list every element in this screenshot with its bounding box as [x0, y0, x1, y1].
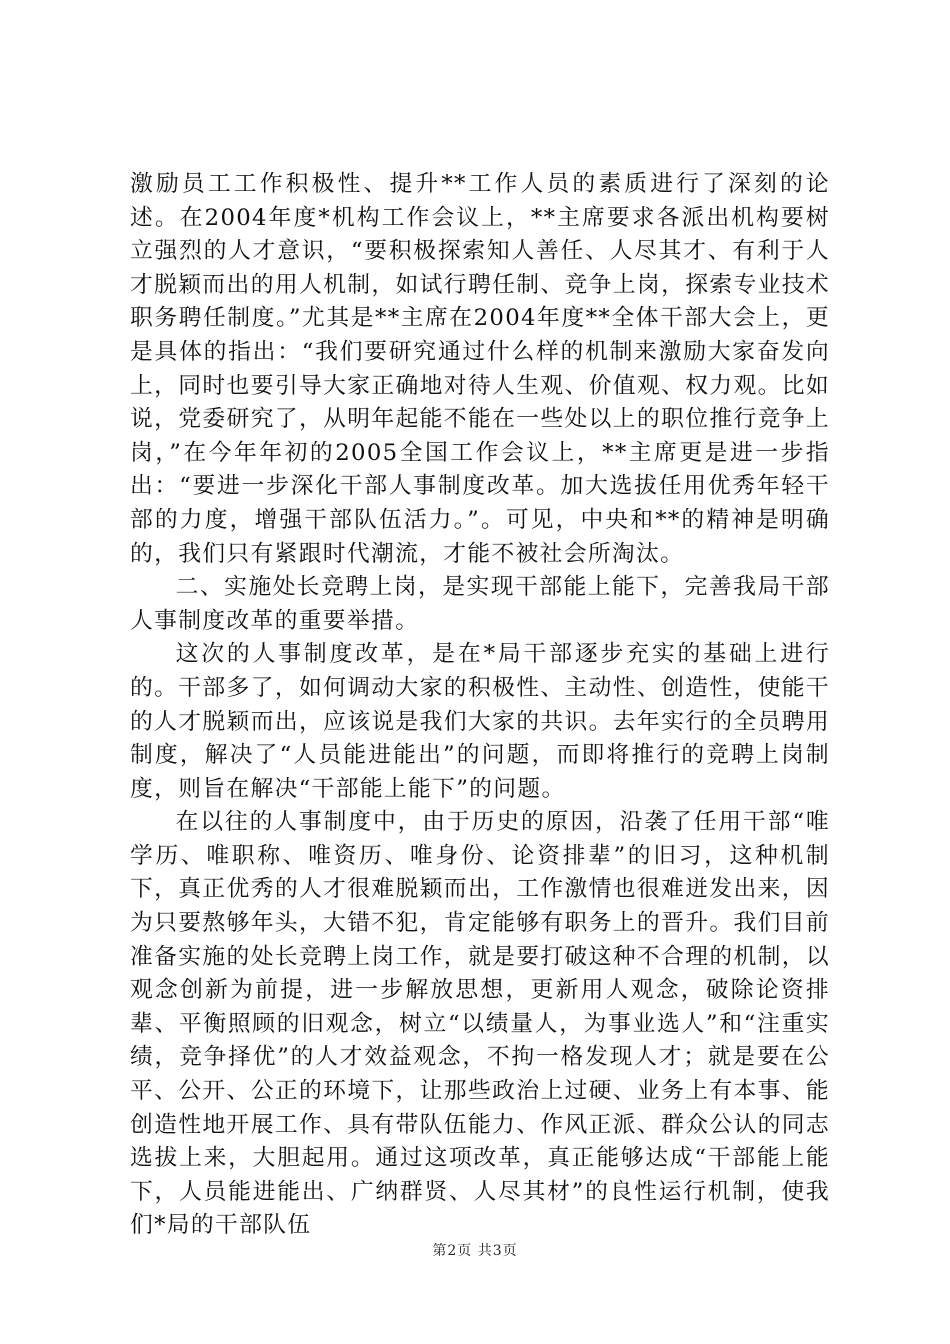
section-heading-two: 二、实施处长竞聘上岗，是实现干部能上能下，完善我局干部人事制度改革的重要举措。	[130, 574, 830, 634]
page-footer: 第2页 共3页	[432, 1243, 518, 1259]
paragraph: 在以往的人事制度中，由于历史的原因，沿袭了任用干部“唯学历、唯职称、唯资历、唯身份、论资排辈”的旧习，这种机制下，真正优秀的人才很难脱颖而出，工作激情也很难迸发出来，因为只要熬够年头，大错不犯，肯定能够有职务上的晋升。我们目前准备实施的处长竞聘上岗工作，就是要打破这种不合理的机制，以观念创新为前提，进一步解放思想，更新用人观念，破除论资排辈、平衡照顾的旧观念，树立“以绩量人，为事业选人”和“注重实绩，竞争择优”的人才效益观念，不拘一格发现人才；就是要在公平、公开、公正的环境下，让那些政治上过硬、业务上有本事、能创造性地开展工作、具有带队伍能力、作风正派、群众公认的同志选拔上来，大胆起用。通过这项改革，真正能够达成“干部能上能下，人员能进能出、广纳群贤、人尽其材”的良性运行机制，使我们*局的干部队伍	[130, 809, 830, 1239]
paragraph: 这次的人事制度改革，是在*局干部逐步充实的基础上进行的。干部多了，如何调动大家的积极性、主动性、创造性，使能干的人才脱颖而出，应该说是我们大家的共识。去年实行的全员聘用制度，解决了“人员能进能出”的问题，而即将推行的竞聘上岗制度，则旨在解决“干部能上能下”的问题。	[130, 641, 830, 802]
document-body	[130, 168, 830, 1243]
paragraph-continuation: 激励员工工作积极性、提升**工作人员的素质进行了深刻的论述。在2004年度*机构工作会议上，**主席要求各派出机构要树立强烈的人才意识，“要积极探索知人善任、人尽其才、有利于人才脱颖而出的用人机制，如试行聘任制、竞争上岗，探索专业技术职务聘任制度。”尤其是**主席在2004年度**全体干部大会上，更是具体的指出：“我们要研究通过什么样的机制来激励大家奋发向上，同时也要引导大家正确地对待人生观、价值观、权力观。比如说，党委研究了，从明年起能不能在一些处以上的职位推行竞争上岗，”在今年年初的2005全国工作会议上，**主席更是进一步指出：“要进一步深化干部人事制度改革。加大选拔任用优秀年轻干部的力度，增强干部队伍活力。”。可见，中央和**的精神是明确的，我们只有紧跟时代潮流，才能不被社会所淘汰。	[130, 171, 830, 567]
